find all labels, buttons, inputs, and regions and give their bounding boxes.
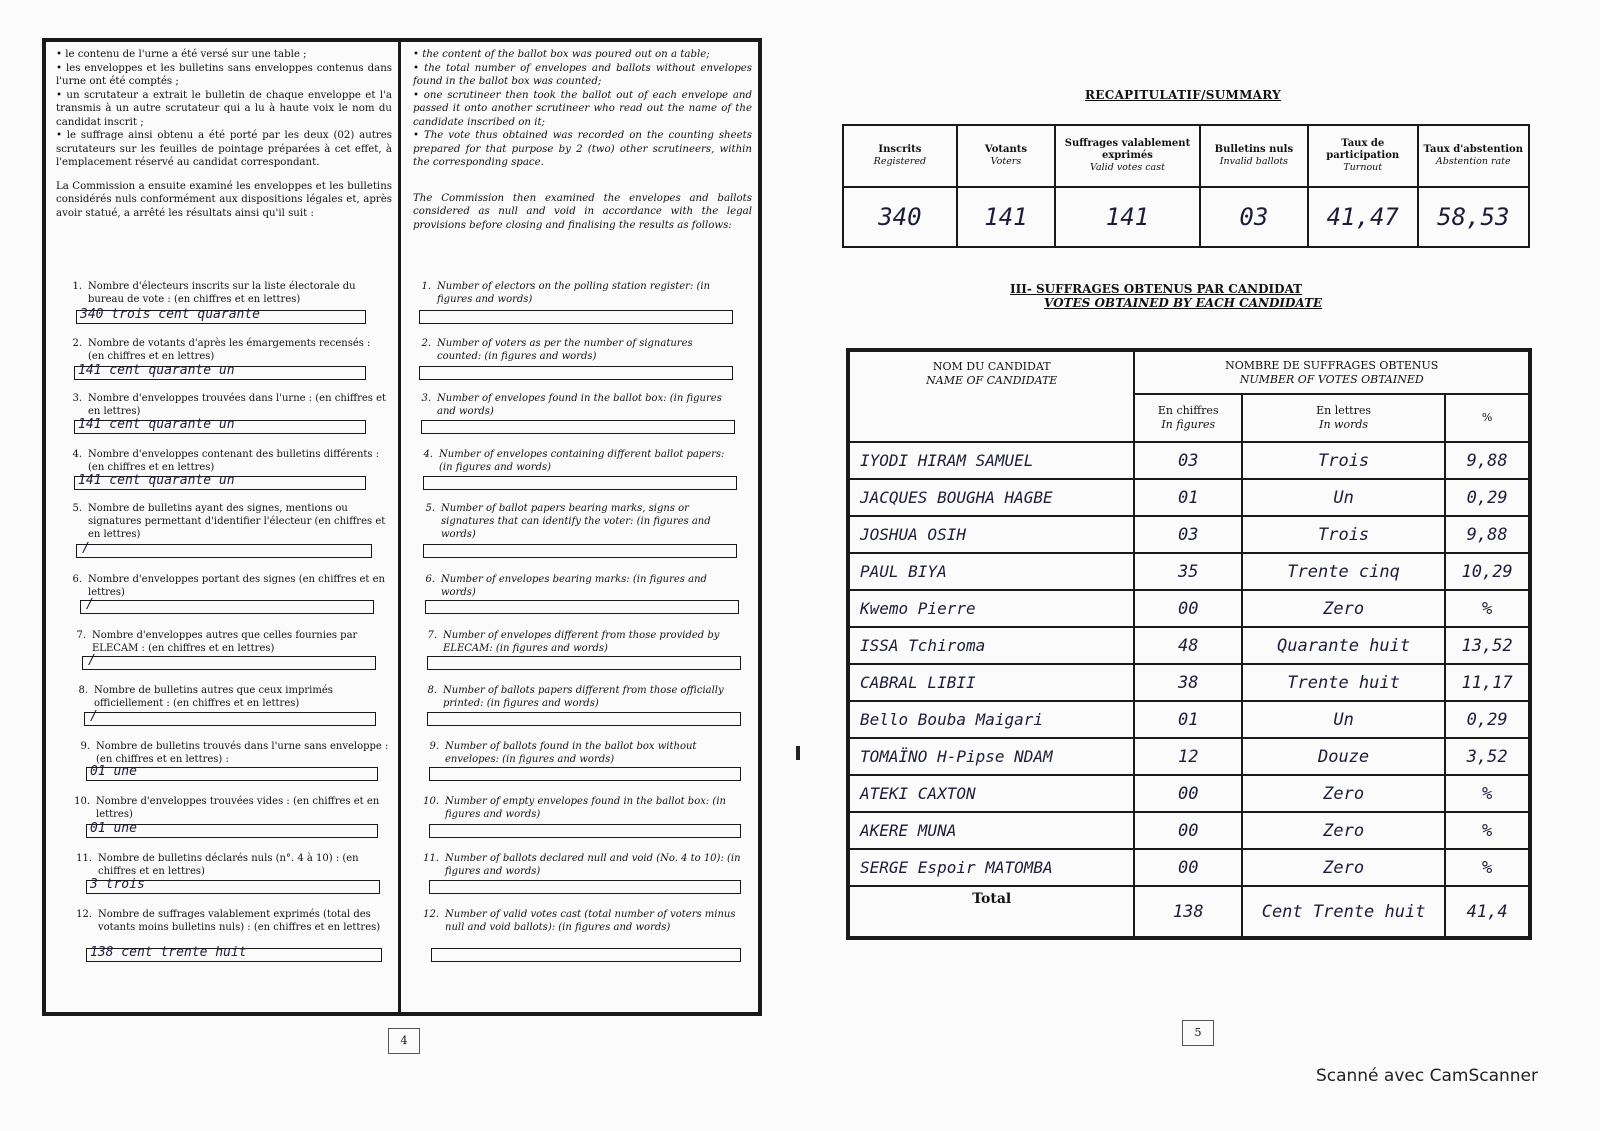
candidate-words: Un bbox=[1242, 701, 1445, 738]
percent-header: % bbox=[1445, 394, 1530, 442]
candidate-row bbox=[848, 775, 1530, 812]
candidate-percent: 11,17 bbox=[1445, 664, 1530, 701]
form-frame bbox=[42, 38, 762, 1016]
candidate-words: Un bbox=[1242, 479, 1445, 516]
candidate-figures: 00 bbox=[1134, 775, 1242, 812]
candidate-percent: 9,88 bbox=[1445, 516, 1530, 553]
candidate-percent: 0,29 bbox=[1445, 701, 1530, 738]
scanner-watermark: Scanné avec CamScanner bbox=[1315, 1066, 1538, 1086]
fr-paragraph: La Commission a ensuite examiné les enveloppes et les bulletins considérés nuls conformément aux dispositions légales et, après avoir statué, a arrêté les résultats ainsi qu'il suit : bbox=[56, 180, 392, 219]
en-paragraph: The Commission then examined the envelopes and ballots considered as null and void in accordance with the legal provisions before closing and finalising the results as follows: bbox=[413, 192, 752, 231]
handwritten-answer: 141 cent quarante un bbox=[78, 417, 235, 432]
candidate-figures: 12 bbox=[1134, 738, 1242, 775]
answer-box[interactable] bbox=[80, 600, 374, 614]
answer-box[interactable] bbox=[419, 310, 733, 324]
candidate-name: IYODI HIRAM SAMUEL bbox=[848, 442, 1134, 479]
candidate-figures: 00 bbox=[1134, 590, 1242, 627]
answer-box[interactable] bbox=[82, 656, 376, 670]
candidate-name: PAUL BIYA bbox=[848, 553, 1134, 590]
handwritten-answer: 3 trois bbox=[90, 877, 145, 892]
summary-value: 141 bbox=[1055, 187, 1200, 247]
fr-bullet: • le contenu de l'urne a été versé sur une table ; bbox=[56, 49, 307, 60]
summary-value: 340 bbox=[843, 187, 957, 247]
summary-header: Suffrages valablement exprimés Valid votes cast bbox=[1055, 125, 1200, 187]
fr-bullet: • le suffrage ainsi obtenu a été porté par les deux (02) autres scrutateurs sur les feuilles de pointage préparées à cet effet, à l'emplacement réservé au candidat correspondant. bbox=[56, 130, 392, 168]
handwritten-answer: / bbox=[86, 597, 94, 612]
candidate-row bbox=[848, 701, 1530, 738]
candidate-name: SERGE Espoir MATOMBA bbox=[848, 849, 1134, 886]
candidate-words: Zero bbox=[1242, 812, 1445, 849]
summary-value: 141 bbox=[957, 187, 1055, 247]
candidate-percent: 9,88 bbox=[1445, 442, 1530, 479]
candidate-name: ISSA Tchiroma bbox=[848, 627, 1134, 664]
candidate-figures: 00 bbox=[1134, 849, 1242, 886]
candidate-figures: 03 bbox=[1134, 516, 1242, 553]
answer-box[interactable] bbox=[423, 476, 737, 490]
candidate-row bbox=[848, 849, 1530, 886]
answer-box[interactable] bbox=[76, 544, 372, 558]
candidate-name: CABRAL LIBII bbox=[848, 664, 1134, 701]
votes-table bbox=[846, 348, 1532, 940]
candidate-name: JACQUES BOUGHA HAGBE bbox=[848, 479, 1134, 516]
en-bullet: • The vote thus obtained was recorded on the counting sheets prepared for that purpose by 2 (two) other scrutineers, within the corresponding space. bbox=[413, 130, 752, 168]
candidate-figures: 35 bbox=[1134, 553, 1242, 590]
handwritten-answer: / bbox=[82, 541, 90, 556]
candidate-percent: % bbox=[1445, 849, 1530, 886]
page-number: 5 bbox=[1182, 1020, 1214, 1046]
candidate-name: AKERE MUNA bbox=[848, 812, 1134, 849]
fr-bullet: • les enveloppes et les bulletins sans enveloppes contenus dans l'urne ont été comptés ; bbox=[56, 62, 392, 87]
total-label: Total bbox=[848, 886, 1134, 938]
en-bullet: • one scrutineer then took the ballot out of each envelope and passed it onto another scrutineer who read out the name of the candidate inscribed on it; bbox=[413, 89, 752, 128]
candidate-words: Trois bbox=[1242, 516, 1445, 553]
candidate-figures: 03 bbox=[1134, 442, 1242, 479]
words-header: En lettres In words bbox=[1242, 394, 1445, 442]
summary-header: Bulletins nuls Invalid ballots bbox=[1200, 125, 1308, 187]
answer-box[interactable] bbox=[421, 420, 735, 434]
answer-box[interactable] bbox=[429, 824, 741, 838]
handwritten-answer: / bbox=[90, 709, 98, 724]
right-page bbox=[800, 0, 1600, 1131]
summary-value: 58,53 bbox=[1418, 187, 1529, 247]
candidate-words: Trente cinq bbox=[1242, 553, 1445, 590]
candidate-row bbox=[848, 664, 1530, 701]
candidate-percent: 10,29 bbox=[1445, 553, 1530, 590]
section-title: III- SUFFRAGES OBTENUS PAR CANDIDAT VOTES OBTAINED BY EACH CANDIDATE bbox=[1010, 282, 1323, 310]
french-column: • le contenu de l'urne a été versé sur une table ; • les enveloppes et les bulletins sans enveloppes contenus dans l'urne ont été comptés ; • un scrutateur a extrait le bulletin de chaque enveloppe et l'a transmis à un autre scrutateur qui a lu à haute voix le nom du candidat inscrit ; • le suffrage ainsi obtenu a été porté par les deux (02) autres scrutateurs sur les feuilles de pointage préparées à cet effet, à l'emplacement réservé au candidat correspondant. La Commission a ensuite examiné les enveloppes et les bulletins considérés nuls conformément aux dispositions légales et, après avoir statué, a arrêté les résultats ainsi qu'il suit : 1. Nombre d'électeurs inscrits sur la liste électorale du bureau de vote : (en chiffres et en lettres) 340 trois cent quarante 2. Nombre de votants d'après les émargements recensés : (en chiffres et en lettres) 141 cent quarante un 3. Nombre d'enveloppes trouvées dans l'urne : (en chiffres et en lettres) 141 cent quarante un 4. Nombre d'enveloppes contenant des bulletins différents : (en chiffres et en lettres) 141 cent quarante un 5. Nombre de bulletins ayant des signes, mentions ou signatures permettant d'identifier l'électeur (en chiffres et en lettres) / 6. Nombre d'enveloppes portant des signes (en chiffres et en lettres) / 7. Nombre d'enveloppes autres que celles fournies par ELECAM : (en chiffres et en lettres) / 8. Nombre de bulletins autres que ceux imprimés officiellement : (en chiffres et en lettres) / 9. Nombre de bulletins trouvés dans l'urne sans enveloppe : (en chiffres et en lettres) : 01 une 10. Nombre d'enveloppes trouvées vides : (en chiffres et en lettres) 01 une 11. Nombre de bulletins déclarés nuls (n°. 4 à 10) : (en chiffres et en lettres) 3 trois 12. Nombre de suffrages valablement exprimés (total des votants moins bulletins nuls) : (en chiffres et en lettres) 138 cent trente huit bbox=[46, 42, 401, 1012]
votes-header: NOMBRE DE SUFFRAGES OBTENUS NUMBER OF VOTES OBTAINED bbox=[1134, 350, 1530, 394]
candidate-words: Zero bbox=[1242, 775, 1445, 812]
summary-table bbox=[842, 124, 1530, 248]
candidate-percent: % bbox=[1445, 590, 1530, 627]
summary-value: 41,47 bbox=[1308, 187, 1418, 247]
summary-header: Taux d'abstention Abstention rate bbox=[1418, 125, 1529, 187]
candidate-row bbox=[848, 627, 1530, 664]
answer-box[interactable] bbox=[423, 544, 737, 558]
candidate-words: Trois bbox=[1242, 442, 1445, 479]
total-row bbox=[848, 886, 1530, 938]
handwritten-answer: 141 cent quarante un bbox=[78, 473, 235, 488]
english-column: • the content of the ballot box was poured out on a table; • the total number of envelopes and ballots without envelopes found in the ballot box was counted; • one scrutineer then took the ballot out of each envelope and passed it onto another scrutineer who read out the name of the candidate inscribed on it; • The vote thus obtained was recorded on the counting sheets prepared for that purpose by 2 (two) other scrutineers, within the corresponding space. The Commission then examined the envelopes and ballots considered as null and void in accordance with the legal provisions before closing and finalising the results as follows: 1. Number of electors on the polling station register: (in figures and words) 2. Number of voters as per the number of signatures counted: (in figures and words) 3. Number of envelopes found in the ballot box: (in figures and words) 4. Number of envelopes containing different ballot papers: (in figures and words) 5. Number of ballot papers bearing marks, signs or signatures that can identify the voter: (in figures and words) 6. Number of envelopes bearing marks: (in figures and words) 7. Number of envelopes different from those provided by ELECAM: (in figures and words) 8. Number of ballots papers different from those officially printed: (in figures and words) 9. Number of ballots found in the ballot box without envelopes: (in figures and words) 10. Number of empty envelopes found in the ballot box: (in figures and words) 11. Number of ballots declared null and void (No. 4 to 10): (in figures and words) 12. Number of valid votes cast (total number of voters minus null and void ballots): (in figures and words) bbox=[401, 42, 758, 1012]
candidate-figures: 48 bbox=[1134, 627, 1242, 664]
handwritten-answer: 141 cent quarante un bbox=[78, 363, 235, 378]
answer-box[interactable] bbox=[429, 880, 741, 894]
fr-bullet: • un scrutateur a extrait le bulletin de chaque enveloppe et l'a transmis à un autre scrutateur qui a lu à haute voix le nom du candidat inscrit ; bbox=[56, 89, 392, 128]
candidate-row bbox=[848, 553, 1530, 590]
answer-box[interactable] bbox=[429, 767, 741, 781]
summary-header: Taux de participation Turnout bbox=[1308, 125, 1418, 187]
candidate-name-header: NOM DU CANDIDAT NAME OF CANDIDATE bbox=[848, 350, 1134, 442]
candidate-name: Kwemo Pierre bbox=[848, 590, 1134, 627]
answer-box[interactable] bbox=[427, 656, 741, 670]
total-words: Cent Trente huit bbox=[1242, 886, 1445, 938]
candidate-percent: % bbox=[1445, 775, 1530, 812]
candidate-row bbox=[848, 442, 1530, 479]
page-number: 4 bbox=[388, 1028, 420, 1054]
en-bullet: • the content of the ballot box was poured out on a table; bbox=[413, 49, 710, 60]
handwritten-answer: / bbox=[88, 653, 96, 668]
summary-value: 03 bbox=[1200, 187, 1308, 247]
candidate-percent: 0,29 bbox=[1445, 479, 1530, 516]
candidate-name: TOMAÏNO H-Pipse NDAM bbox=[848, 738, 1134, 775]
handwritten-answer: 01 une bbox=[90, 821, 137, 836]
candidate-words: Zero bbox=[1242, 590, 1445, 627]
figures-header: En chiffres In figures bbox=[1134, 394, 1242, 442]
candidate-figures: 01 bbox=[1134, 479, 1242, 516]
candidate-row bbox=[848, 590, 1530, 627]
total-percent: 41,4 bbox=[1445, 886, 1530, 938]
answer-box[interactable] bbox=[427, 712, 741, 726]
candidate-words: Zero bbox=[1242, 849, 1445, 886]
summary-title: RECAPITULATIF/SUMMARY bbox=[1085, 88, 1282, 102]
candidate-row bbox=[848, 812, 1530, 849]
candidate-figures: 01 bbox=[1134, 701, 1242, 738]
answer-box[interactable] bbox=[431, 948, 741, 962]
summary-header: Inscrits Registered bbox=[843, 125, 957, 187]
handwritten-answer: 01 une bbox=[90, 764, 137, 779]
candidate-name: ATEKI CAXTON bbox=[848, 775, 1134, 812]
candidate-words: Douze bbox=[1242, 738, 1445, 775]
summary-header: Votants Voters bbox=[957, 125, 1055, 187]
candidate-percent: 13,52 bbox=[1445, 627, 1530, 664]
candidate-name: Bello Bouba Maigari bbox=[848, 701, 1134, 738]
candidate-row bbox=[848, 738, 1530, 775]
candidate-percent: 3,52 bbox=[1445, 738, 1530, 775]
answer-box[interactable] bbox=[425, 600, 739, 614]
candidate-figures: 00 bbox=[1134, 812, 1242, 849]
candidate-row bbox=[848, 516, 1530, 553]
candidate-row bbox=[848, 479, 1530, 516]
en-bullet: • the total number of envelopes and ballots without envelopes found in the ballot box was counted; bbox=[413, 62, 752, 87]
candidate-words: Trente huit bbox=[1242, 664, 1445, 701]
total-figures: 138 bbox=[1134, 886, 1242, 938]
candidate-name: JOSHUA OSIH bbox=[848, 516, 1134, 553]
answer-box[interactable] bbox=[419, 366, 733, 380]
handwritten-answer: 138 cent trente huit bbox=[90, 945, 247, 960]
candidate-figures: 38 bbox=[1134, 664, 1242, 701]
answer-box[interactable] bbox=[84, 712, 376, 726]
candidate-percent: % bbox=[1445, 812, 1530, 849]
handwritten-answer: 340 trois cent quarante bbox=[80, 307, 261, 322]
candidate-words: Quarante huit bbox=[1242, 627, 1445, 664]
